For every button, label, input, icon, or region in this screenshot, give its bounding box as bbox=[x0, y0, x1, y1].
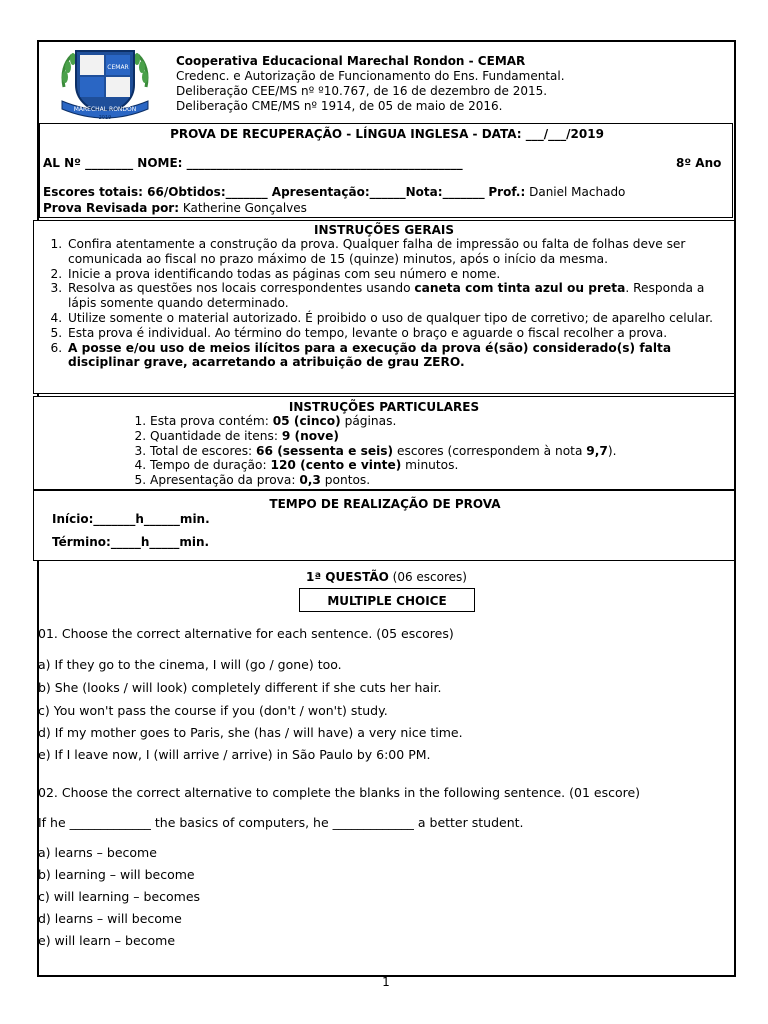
time-box-title: TEMPO DE REALIZAÇÃO DE PROVA bbox=[269, 497, 501, 511]
question-02-option[interactable]: d) learns – will become bbox=[38, 911, 182, 926]
question-01-option[interactable]: d) If my mother goes to Paris, she (has / will have) a very nice time. bbox=[38, 725, 463, 740]
multiple-choice-badge: MULTIPLE CHOICE bbox=[299, 588, 475, 612]
question-02-option[interactable]: a) learns – become bbox=[38, 845, 157, 860]
question-01-option[interactable]: b) She (looks / will look) completely different if she cuts her hair. bbox=[38, 680, 442, 695]
reviewed-line bbox=[43, 201, 307, 215]
particular-item: 4. Tempo de duração: 120 (cento e vinte) minutos. bbox=[150, 458, 728, 473]
particular-item: 3. Total de escores: 66 (sessenta e seis) escores (correspondem à nota 9,7). bbox=[150, 444, 728, 459]
question-1-heading: 1ª QUESTÃO (06 escores) bbox=[306, 570, 467, 584]
school-header bbox=[176, 54, 736, 114]
question-01-option[interactable]: a) If they go to the cinema, I will (go / gone) too. bbox=[38, 657, 342, 672]
reviewed-label: Prova Revisada por: bbox=[43, 201, 180, 215]
question-02-option[interactable]: e) will learn – become bbox=[38, 933, 176, 948]
general-instruction-item: 3. Resolva as questões nos locais correspondentes usando caneta com tinta azul ou preta. Responda a lápis somente quando determinado. bbox=[66, 281, 728, 311]
logo-year-text: 2019 bbox=[98, 115, 112, 121]
grade-label: 8º Ano bbox=[676, 156, 722, 170]
reviewed-name: Katherine Gonçalves bbox=[182, 201, 307, 215]
question-02-sentence: If he _____________ the basics of computers, he _____________ a better student. bbox=[38, 815, 524, 830]
general-instruction-item: 6. A posse e/ou uso de meios ilícitos para a execução da prova é(são) considerado(s) falta disciplinar grave, acarretando a atribuição de grau ZERO. bbox=[66, 341, 728, 371]
logo-ribbon-text: MARECHAL RONDON bbox=[73, 106, 137, 113]
particular-item: 1. Esta prova contém: 05 (cinco) páginas. bbox=[150, 414, 728, 429]
question-01-option[interactable]: c) You won't pass the course if you (don't / won't) study. bbox=[38, 703, 388, 718]
question-02-option[interactable]: b) learning – will become bbox=[38, 867, 195, 882]
question-01-option[interactable]: e) If I leave now, I (will arrive / arrive) in São Paulo by 6:00 PM. bbox=[38, 747, 431, 762]
crest-icon bbox=[56, 47, 154, 123]
question-01-text: 01. Choose the correct alternative for each sentence. (05 escores) bbox=[38, 626, 454, 641]
general-instruction-item: 5. Esta prova é individual. Ao término do tempo, levante o braço e aguarde o fiscal recolher a prova. bbox=[66, 326, 728, 341]
header-line-4: Deliberação CME/MS nº 1914, de 05 de maio de 2016. bbox=[176, 99, 503, 113]
school-name: Cooperativa Educacional Marechal Rondon - CEMAR bbox=[176, 54, 526, 68]
school-logo bbox=[56, 47, 154, 123]
particular-instructions-list bbox=[40, 414, 728, 488]
header-line-3: Deliberação CEE/MS nº º10.767, de 16 de dezembro de 2015. bbox=[176, 84, 548, 98]
question-02-text: 02. Choose the correct alternative to complete the blanks in the following sentence. (01 escore) bbox=[38, 785, 641, 800]
question-02-option[interactable]: c) will learning – becomes bbox=[38, 889, 201, 904]
particular-instructions-box bbox=[33, 396, 735, 490]
general-instruction-item: 1. Confira atentamente a construção da prova. Qualquer falha de impressão ou falta de folhas deve ser comunicada ao fiscal no prazo máximo de 15 (quinze) minutos, após o início da mesma. bbox=[66, 237, 728, 267]
general-instruction-item: 4. Utilize somente o material autorizado. É proibido o uso de qualquer tipo de corretivo; de aparelho celular. bbox=[66, 311, 728, 326]
general-instructions-title: INSTRUÇÕES GERAIS bbox=[313, 223, 455, 237]
page-number: 1 bbox=[382, 975, 390, 989]
scores-line bbox=[43, 185, 625, 199]
prof-name: Daniel Machado bbox=[529, 185, 626, 199]
end-time-field[interactable]: Término:_____h_____min. bbox=[52, 535, 210, 549]
general-instructions-box bbox=[33, 220, 735, 394]
general-instructions-list bbox=[40, 237, 728, 370]
student-name-line[interactable]: AL Nº ________ NOME: ______________________________________________ bbox=[43, 156, 463, 170]
logo-cemar-text: CEMAR bbox=[107, 64, 129, 71]
exam-info-box bbox=[39, 123, 733, 218]
start-time-field[interactable]: Início:_______h______min. bbox=[52, 512, 210, 526]
particular-instructions-title: INSTRUÇÕES PARTICULARES bbox=[288, 400, 480, 414]
scores-label[interactable]: Escores totais: 66/Obtidos:_______ Apresentação:______Nota:_______ bbox=[43, 185, 485, 199]
particular-item: 2. Quantidade de itens: 9 (nove) bbox=[150, 429, 728, 444]
exam-title: PROVA DE RECUPERAÇÃO - LÍNGUA INGLESA - DATA: ___/___/2019 bbox=[170, 127, 604, 141]
general-instruction-item: 2. Inicie a prova identificando todas as páginas com seu número e nome. bbox=[66, 267, 728, 282]
time-box bbox=[33, 490, 735, 561]
prof-label: Prof.: bbox=[488, 185, 526, 199]
header-line-2: Credenc. e Autorização de Funcionamento do Ens. Fundamental. bbox=[176, 69, 565, 83]
particular-item: 5. Apresentação da prova: 0,3 pontos. bbox=[150, 473, 728, 488]
